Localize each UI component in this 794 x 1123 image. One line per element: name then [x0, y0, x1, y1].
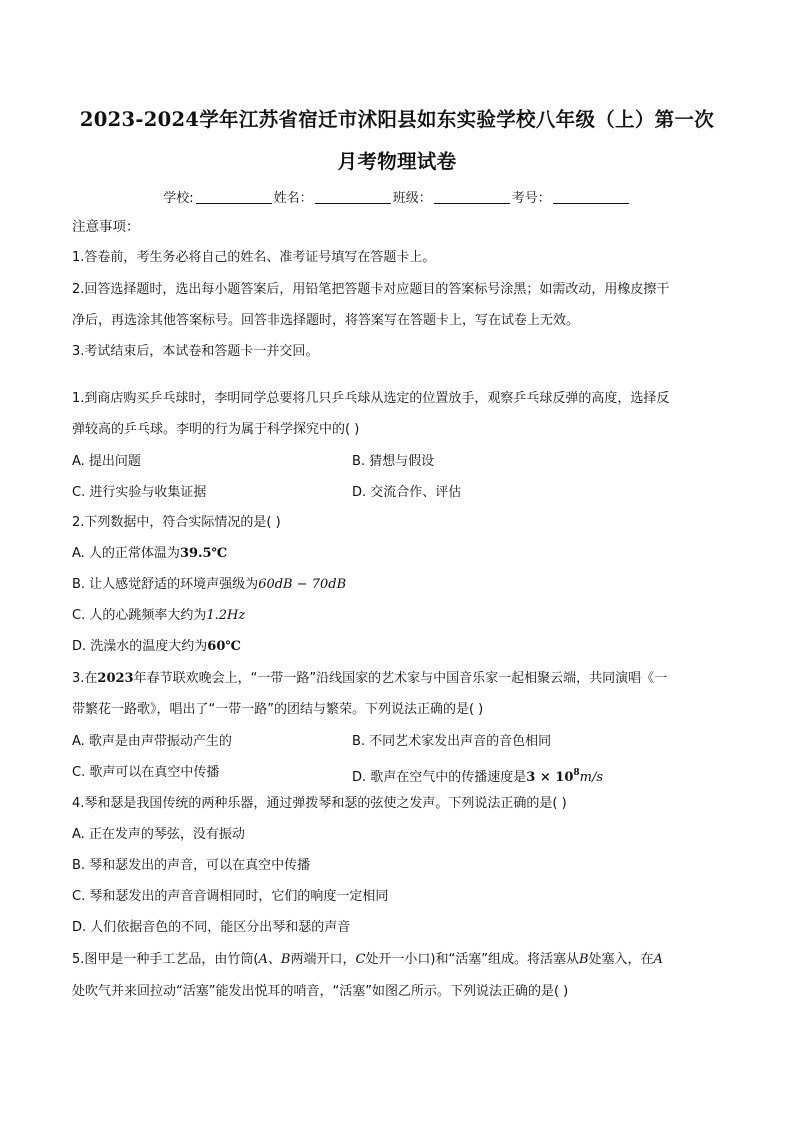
q3-option-d-unit: m/s [579, 770, 604, 785]
q2-option-a-value: 39.5℃ [179, 546, 228, 561]
q4-stem: 4.琴和瑟是我国传统的两种乐器，通过弹拨琴和瑟的弦使之发声。下列说法正确的是( ) [72, 796, 567, 811]
q3-option-d-exponent: 8 [573, 768, 580, 778]
q1-stem-line2: 弹较高的乒乓球。李明的行为属于科学探究中的( ) [72, 422, 360, 437]
q3-option-d [352, 764, 603, 787]
q3-stem-rest: 年春节联欢晚会上，“一带一路”沿线国家的艺术家与中国音乐家一起相聚云端，共同演唱《一 [133, 671, 668, 686]
q3-stem-year: 2023 [97, 671, 134, 686]
q5-text-5: 处塞入，在 [588, 952, 654, 967]
notice-item-3: 3.考试结束后，本试卷和答题卡一并交回。 [72, 344, 319, 359]
q2-option-d-text: D. 洗澡水的温度大约为 [72, 639, 208, 654]
exam-number-blank [553, 189, 629, 204]
q5-var-c: C [355, 952, 366, 967]
q5-text-3: 两端开口， [290, 952, 356, 967]
q2-stem: 2.下列数据中，符合实际情况的是( ) [72, 515, 281, 530]
exam-title-line2: 月考物理试卷 [337, 150, 457, 173]
class-label: 班级： [392, 191, 432, 206]
q2-option-a [72, 545, 227, 563]
q5-var-b: B [280, 952, 291, 967]
q5-text-4: 处开一小口)和“活塞”组成。将活塞从 [365, 952, 579, 967]
q2-option-d [72, 638, 241, 656]
q3-option-a: A. 歌声是由声带振动产生的 [72, 734, 232, 749]
q4-option-b: B. 琴和瑟发出的声音，可以在真空中传播 [72, 858, 311, 873]
notice-item-1: 1.答卷前，考生务必将自己的姓名、准考证号填写在答题卡上。 [72, 250, 436, 265]
q2-option-c-text: C. 人的心跳频率大约为 [72, 608, 207, 623]
q3-option-d-value: 3 × 10 [526, 770, 574, 785]
q2-option-c [72, 607, 245, 625]
q5-stem-line1 [72, 951, 663, 969]
q2-option-b [72, 576, 346, 594]
q5-text-1: 5.图甲是一种手工艺品，由竹筒( [72, 952, 259, 967]
q4-option-a: A. 正在发声的琴弦，没有振动 [72, 827, 245, 842]
q1-option-a: A. 提出问题 [72, 454, 141, 469]
q4-option-c: C. 琴和瑟发出的声音音调相同时，它们的响度一定相同 [72, 889, 389, 904]
q2-option-b-text: B. 让人感觉舒适的环境声强级为 [72, 577, 259, 592]
q3-option-b: B. 不同艺术家发出声音的音色相同 [352, 734, 552, 749]
q1-option-c: C. 进行实验与收集证据 [72, 485, 207, 500]
school-blank [196, 189, 272, 204]
q3-stem-line1 [72, 670, 667, 688]
notice-item-2-line2: 净后，再选涂其他答案标号。回答非选择题时，将答案写在答题卡上，写在试卷上无效。 [72, 313, 580, 328]
student-info-line [0, 187, 794, 206]
q5-var-b2: B [578, 952, 589, 967]
q4-option-d: D. 人们依据音色的不同，能区分出琴和瑟的声音 [72, 920, 351, 935]
q3-option-c: C. 歌声可以在真空中传播 [72, 765, 220, 780]
q1-stem-line1: 1.到商店购买乒乓球时，李明同学总要将几只乒乓球从选定的位置放手，观察乒乓球反弹的高度，选择反 [72, 391, 670, 406]
q1-option-b: B. 猜想与假设 [352, 454, 435, 469]
q2-option-b-value: 60dB − 70dB [258, 577, 347, 592]
class-blank [434, 189, 510, 204]
q5-var-a: A [258, 952, 268, 967]
q3-stem-prefix: 3.在 [72, 671, 98, 686]
notice-heading: 注意事项： [72, 219, 140, 235]
school-label: 学校: [163, 191, 194, 206]
q3-stem-line2: 带繁花一路歌》，唱出了“一带一路”的团结与繁荣。下列说法正确的是( ) [72, 702, 484, 717]
exam-title-line1: 2023-2024学年江苏省宿迁市沭阳县如东实验学校八年级（上）第一次 [79, 108, 715, 131]
q5-stem-line2: 处吹气并来回拉动“活塞”能发出悦耳的哨音，“活塞”如图乙所示。下列说法正确的是( ) [72, 984, 569, 999]
q2-option-d-value: 60℃ [207, 639, 241, 654]
name-label: 姓名： [273, 191, 313, 206]
q5-text-2: 、 [267, 952, 281, 967]
notice-item-2-line1: 2.回答选择题时，选出每小题答案后，用铅笔把答题卡对应题目的答案标号涂黑；如需改动，用橡皮擦干 [72, 282, 670, 297]
q1-option-d: D. 交流合作、评估 [352, 485, 462, 500]
q3-option-d-text: D. 歌声在空气中的传播速度是 [352, 770, 527, 785]
q2-option-a-text: A. 人的正常体温为 [72, 546, 180, 561]
q2-option-c-value: 1.2Hz [206, 608, 246, 623]
name-blank [315, 189, 391, 204]
q5-var-a2: A [653, 952, 663, 967]
exam-number-label: 考号： [511, 191, 551, 206]
